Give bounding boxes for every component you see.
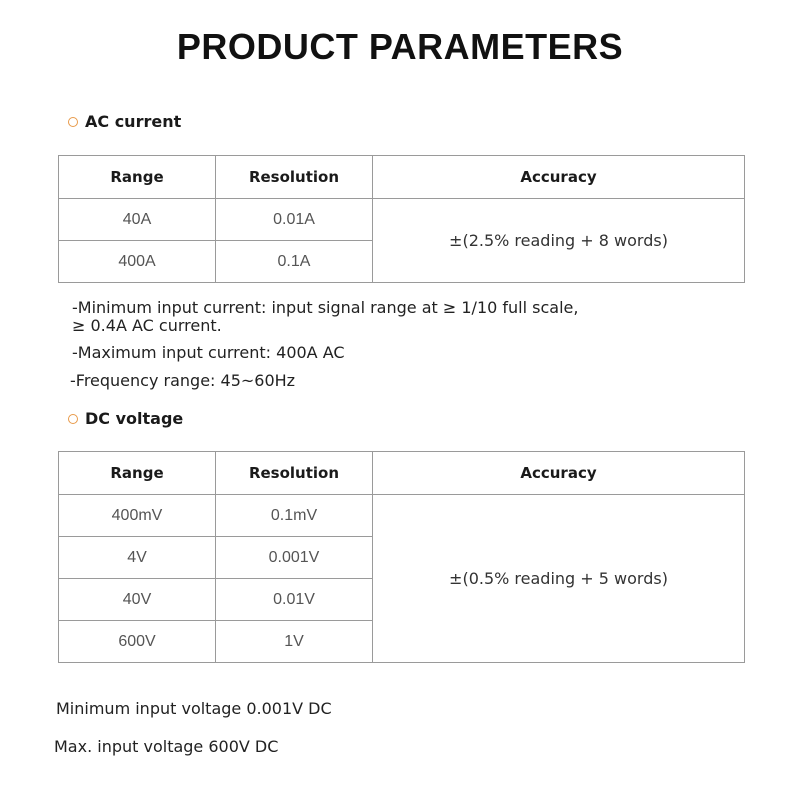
dc-voltage-table [58, 451, 745, 663]
table-header-row [59, 452, 745, 495]
resolution-header: Resolution [216, 452, 373, 495]
range-header: Range [59, 452, 216, 495]
resolution-header: Resolution [216, 156, 373, 199]
dc-note-min-voltage: Minimum input voltage 0.001V DC [56, 699, 332, 718]
accuracy-header: Accuracy [373, 452, 745, 495]
dc-note-max-voltage: Max. input voltage 600V DC [54, 737, 279, 756]
range-cell: 4V [59, 537, 216, 579]
dc-voltage-heading [68, 409, 183, 428]
range-cell: 40A [59, 199, 216, 241]
ac-current-table [58, 155, 745, 283]
circle-bullet-icon [68, 414, 78, 424]
resolution-cell: 0.001V [216, 537, 373, 579]
ac-current-heading [68, 112, 181, 131]
resolution-cell: 0.1mV [216, 495, 373, 537]
resolution-cell: 0.01A [216, 199, 373, 241]
ac-note-max-current: -Maximum input current: 400A AC [72, 343, 345, 362]
circle-bullet-icon [68, 117, 78, 127]
resolution-cell: 0.1A [216, 241, 373, 283]
ac-current-heading-label: AC current [85, 112, 182, 131]
accuracy-cell: ±(0.5% reading + 5 words) [373, 495, 745, 663]
range-cell: 40V [59, 579, 216, 621]
table-row [59, 199, 745, 241]
range-cell: 600V [59, 621, 216, 663]
resolution-cell: 0.01V [216, 579, 373, 621]
dc-voltage-heading-label: DC voltage [85, 409, 184, 428]
range-cell: 400mV [59, 495, 216, 537]
table-header-row [59, 156, 745, 199]
resolution-cell: 1V [216, 621, 373, 663]
range-header: Range [59, 156, 216, 199]
accuracy-header: Accuracy [373, 156, 745, 199]
ac-note-min-current: -Minimum input current: input signal range at ≥ 1/10 full scale, [72, 298, 579, 317]
ac-note-frequency: -Frequency range: 45~60Hz [70, 371, 296, 390]
accuracy-cell: ±(2.5% reading + 8 words) [373, 199, 745, 283]
ac-note-min-current-cont: ≥ 0.4A AC current. [72, 316, 222, 335]
range-cell: 400A [59, 241, 216, 283]
table-row [59, 495, 745, 537]
page-title: PRODUCT PARAMETERS [176, 26, 624, 67]
